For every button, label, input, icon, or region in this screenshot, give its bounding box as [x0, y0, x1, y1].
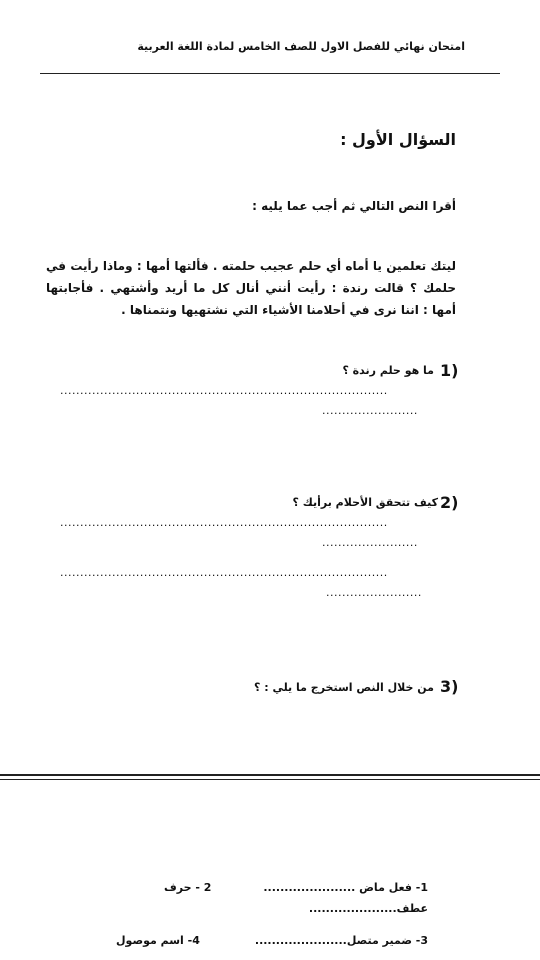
exam-title: امتحان نهائي للفصل الاول للصف الخامس لمادة اللغة العربية: [137, 40, 465, 53]
header-divider: [40, 73, 500, 74]
grammar-item-3: 3- ضمير متصل......................: [254, 934, 428, 947]
section-divider: [0, 774, 540, 776]
answer-line[interactable]: ..................................................................................: [60, 566, 388, 579]
question-heading: السؤال الأول :: [340, 130, 456, 149]
grammar-item-1: 1- فعل ماض ......................: [263, 881, 428, 894]
question-text-2: كيف تتحقق الأحلام برأيك ؟: [292, 496, 438, 509]
answer-line[interactable]: ........................: [326, 586, 422, 599]
answer-line[interactable]: ........................: [322, 536, 418, 549]
instruction-text: أقرا النص التالي ثم أجب عما يليه :: [252, 199, 456, 213]
grammar-item-2-continued: عطف.....................: [308, 902, 428, 915]
answer-line[interactable]: ........................: [322, 404, 418, 417]
section-divider-thin: [0, 779, 540, 780]
answer-line[interactable]: ..................................................................................: [60, 516, 388, 529]
reading-passage: ليتك تعلمين يا أماه أي حلم عجيب حلمته . فألتها أمها : وماذا رأيت في حلمك ؟ قالت رندة : رأيت أنني أنال كل ما أريد وأشتهي . فأجابتها أمها : اننا نرى في أحلامنا الأشياء التي نشتهيها ونتمناها .: [46, 259, 456, 317]
question-text-1: ما هو حلم رندة ؟: [342, 364, 434, 377]
grammar-item-4: 4- اسم موصول: [116, 934, 200, 947]
question-number-2: 2): [440, 493, 459, 512]
question-number-3: 3): [440, 677, 459, 696]
grammar-item-2: 2 - حرف: [164, 881, 212, 894]
answer-line[interactable]: ..................................................................................: [60, 384, 388, 397]
question-number-1: 1): [440, 361, 459, 380]
question-text-3: من خلال النص استخرج ما يلي : ؟: [254, 681, 434, 694]
